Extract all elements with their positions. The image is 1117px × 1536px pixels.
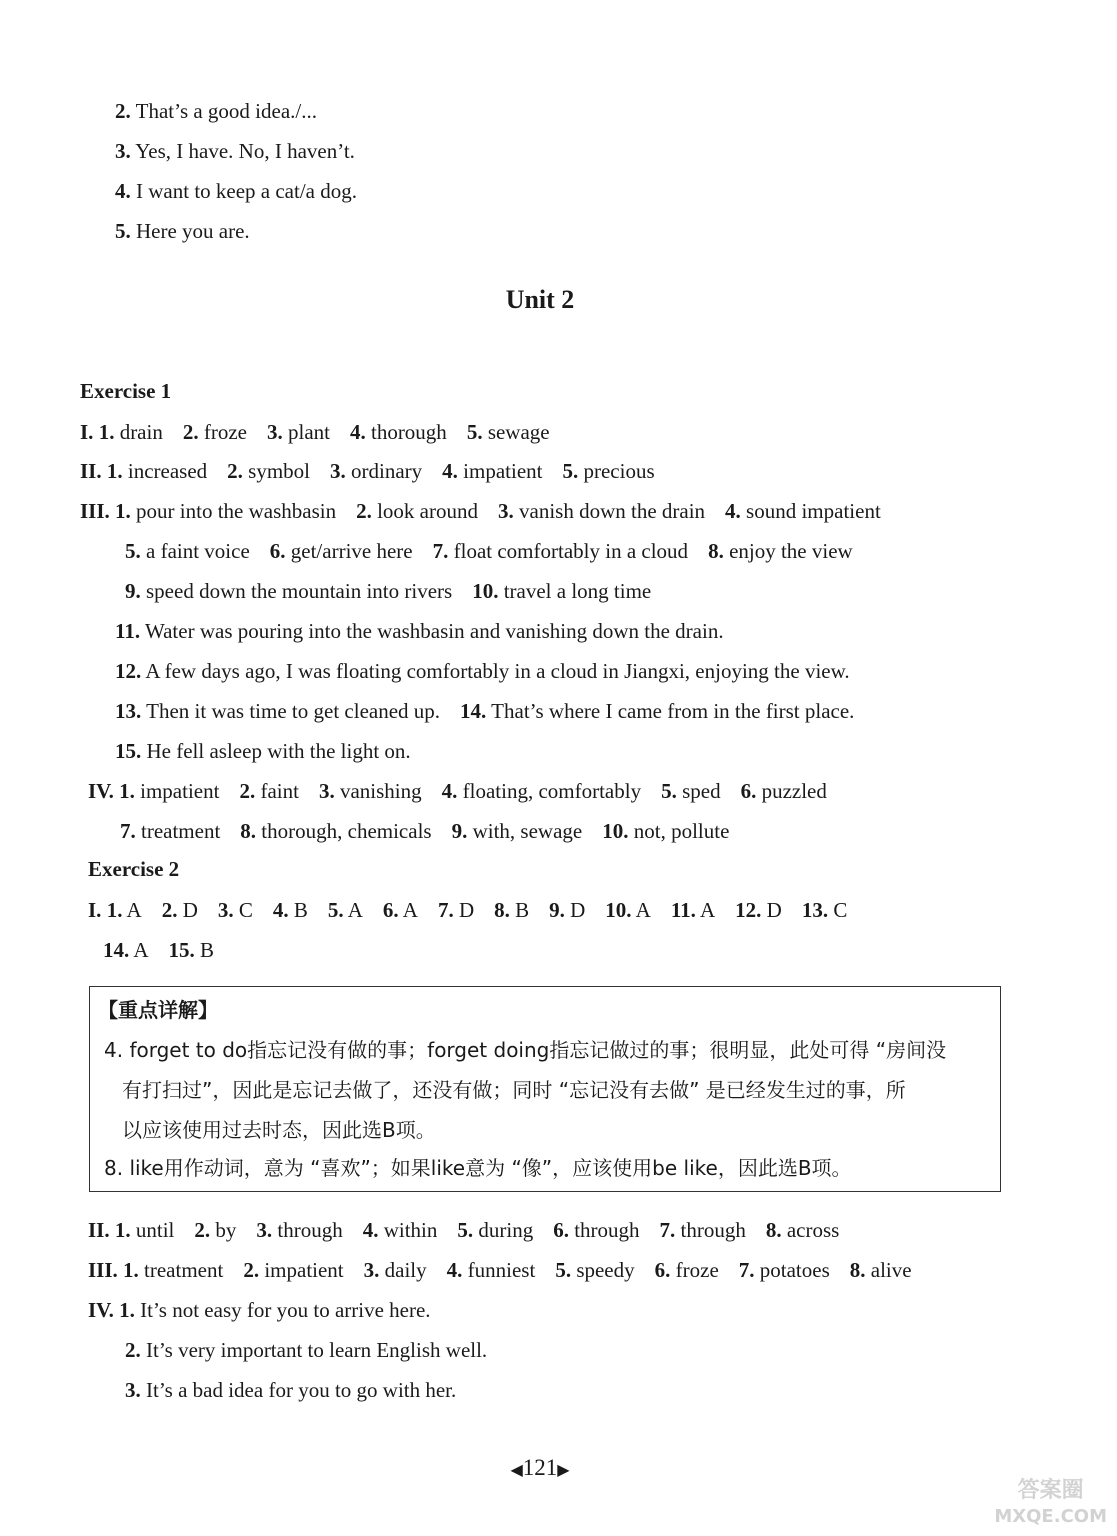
- ex1-section-iv: IV. 1. impatient 2. faint 3. vanishing 4. floating, comfortably 5. sped 6. puzzled: [88, 779, 827, 803]
- ex2-section-ii: II. 1. until 2. by 3. through 4. within 5. during 6. through 7. through 8. across: [88, 1218, 840, 1242]
- answer-line: 2. That’s a good idea./...: [115, 99, 317, 123]
- explanation-line: 有打扫过”，因此是忘记去做了，还没有做；同时 “忘记没有去做” 是已经发生过的事，所: [122, 1078, 906, 1102]
- left-arrow-icon: ◀: [510, 1462, 523, 1479]
- ex1-section-iii: III. 1. pour into the washbasin 2. look around 3. vanish down the drain 4. sound impatient: [80, 499, 881, 523]
- answer-line: 4. I want to keep a cat/a dog.: [115, 179, 357, 203]
- ex2-iv-row: 3. It’s a bad idea for you to go with her.: [125, 1378, 457, 1402]
- explanation-line: 4. forget to do指忘记没有做的事；forget doing指忘记做过的事；很明显，此处可得 “房间没: [104, 1038, 947, 1062]
- ex1-section-i: I. 1. drain 2. froze 3. plant 4. thorough 5. sewage: [80, 420, 550, 444]
- answer-line: 5. Here you are.: [115, 219, 250, 243]
- explanation-line: 以应该使用过去时态，因此选B项。: [122, 1118, 436, 1142]
- explanation-title: 【重点详解】: [98, 998, 218, 1022]
- answer-line: 3. Yes, I have. No, I haven’t.: [115, 139, 355, 163]
- watermark-logo: 答案圈 MXQE.COM: [994, 1478, 1107, 1527]
- exercise-2-title: Exercise 2: [88, 857, 180, 881]
- exercise-1-title: Exercise 1: [80, 379, 172, 403]
- ex2-iv-row: 2. It’s very important to learn English well.: [125, 1338, 488, 1362]
- ex1-iv-row: 7. treatment 8. thorough, chemicals 9. with, sewage 10. not, pollute: [120, 819, 730, 843]
- ex2-section-iii: III. 1. treatment 2. impatient 3. daily 4. funniest 5. speedy 6. froze 7. potatoes 8. alive: [88, 1258, 912, 1282]
- ex1-iii-row: 5. a faint voice 6. get/arrive here 7. float comfortably in a cloud 8. enjoy the view: [125, 539, 853, 563]
- page-number: ◀121▶: [510, 1455, 570, 1480]
- right-arrow-icon: ▶: [557, 1462, 570, 1479]
- ex2-section-i: I. 1. A 2. D 3. C 4. B 5. A 6. A 7. D 8. B 9. D 10. A 11. A 12. D 13. C: [88, 898, 848, 922]
- ex1-iii-row: 11. Water was pouring into the washbasin and vanishing down the drain.: [115, 619, 724, 643]
- explanation-line: 8. like用作动词，意为 “喜欢”；如果like意为 “像”，应该使用be like，因此选B项。: [104, 1156, 852, 1180]
- unit-title: Unit 2: [505, 285, 575, 314]
- ex2-i-row: 14. A 15. B: [103, 938, 215, 962]
- ex1-section-ii: II. 1. increased 2. symbol 3. ordinary 4. impatient 5. precious: [80, 459, 655, 483]
- ex1-iii-row: 13. Then it was time to get cleaned up. 14. That’s where I came from in the first place.: [115, 699, 855, 723]
- ex2-section-iv: IV. 1. It’s not easy for you to arrive here.: [88, 1298, 431, 1322]
- ex1-iii-row: 15. He fell asleep with the light on.: [115, 739, 411, 763]
- key-explanation-box: [89, 986, 1001, 1192]
- ex1-iii-row: 12. A few days ago, I was floating comfortably in a cloud in Jiangxi, enjoying the view.: [115, 659, 850, 683]
- ex1-iii-row: 9. speed down the mountain into rivers 10. travel a long time: [125, 579, 652, 603]
